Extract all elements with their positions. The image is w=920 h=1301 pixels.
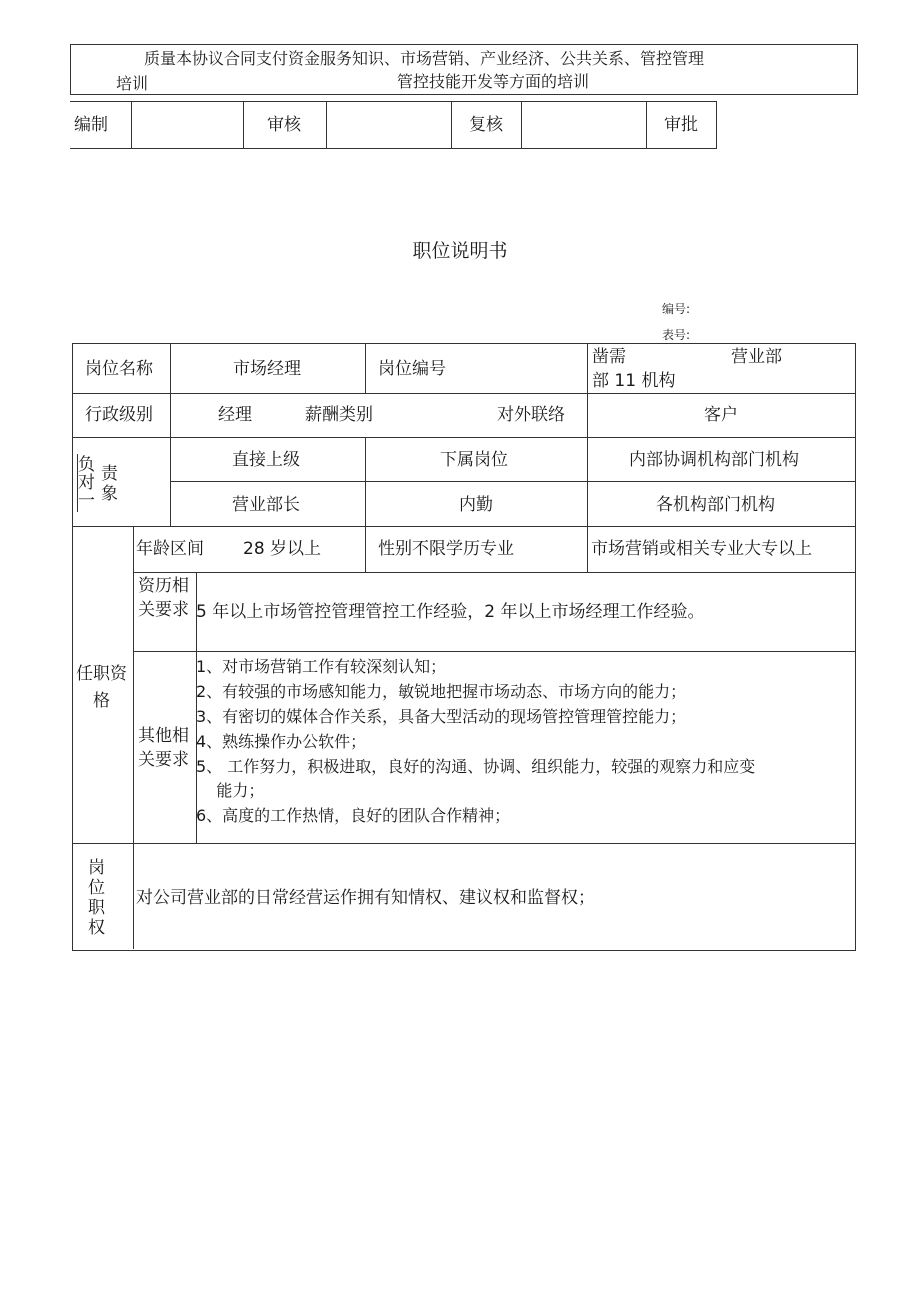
- training-line-1: 质量本协议合同支付资金服务知识、市场营销、产业经济、公共关系、管控管理: [144, 49, 705, 68]
- qualification-label-2: 格: [93, 691, 110, 711]
- approval-divider: [451, 101, 452, 149]
- approval-approved-label: 审批: [664, 115, 698, 135]
- position-code-label: 岗位编号: [378, 359, 446, 379]
- other-label-2: 关要求: [138, 750, 189, 770]
- internal-coordination-header: 内部协调机构部门机构: [629, 450, 799, 470]
- approval-reviewed-label: 审核: [267, 115, 301, 135]
- authority-label-char: 职: [88, 898, 105, 918]
- row-divider: [170, 481, 855, 482]
- major-requirement: 市场营销或相关专业大专以上: [591, 539, 812, 559]
- col-divider: [133, 526, 134, 949]
- row-divider: [72, 843, 855, 844]
- approval-rechecked-label: 复核: [469, 115, 503, 135]
- resp-label-d: 责: [101, 464, 118, 484]
- age-range-value: 28 岁以上: [243, 539, 322, 559]
- dept-text-b: 营业部: [731, 347, 782, 367]
- gender-education-label: 性别不限学历专业: [378, 539, 514, 559]
- page-title: 职位说明书: [412, 240, 508, 262]
- internal-coordination-value: 各机构部门机构: [656, 495, 775, 515]
- approval-divider: [326, 101, 327, 149]
- admin-level-value: 经理: [218, 405, 252, 425]
- other-item: 4、熟练操作办公软件；: [196, 732, 367, 751]
- approval-top-border: [70, 101, 716, 102]
- col-divider: [587, 343, 588, 573]
- resp-label-a: 负: [78, 455, 95, 475]
- position-name-label: 岗位名称: [85, 359, 153, 379]
- authority-label-char: 岗: [88, 858, 105, 878]
- row-divider: [133, 572, 855, 573]
- direct-superior-header: 直接上级: [232, 450, 300, 470]
- row-divider: [72, 526, 855, 527]
- subordinate-value: 内勤: [459, 495, 493, 515]
- experience-label-2: 关要求: [138, 600, 189, 620]
- row-divider: [72, 393, 855, 394]
- age-range-label: 年龄区间: [136, 539, 204, 559]
- approval-divider: [131, 101, 132, 149]
- qualification-label-1: 任职资: [76, 664, 127, 684]
- other-item: 5、 工作努力，积极进取，良好的沟通、协调、组织能力，较强的观察力和应变: [196, 757, 756, 776]
- main-table: [72, 343, 856, 951]
- approval-divider: [716, 101, 717, 149]
- form-label: 表号:: [662, 328, 691, 342]
- authority-label-char: 权: [88, 918, 105, 938]
- authority-label-char: 位: [88, 878, 105, 898]
- admin-level-label: 行政级别: [85, 405, 153, 425]
- dept-text-c: 部 11 机构: [592, 371, 676, 391]
- authority-text: 对公司营业部的日常经营运作拥有知情权、建议权和监督权；: [136, 888, 595, 908]
- approval-divider: [243, 101, 244, 149]
- other-item: 2、有较强的市场感知能力，敏锐地把握市场动态、市场方向的能力；: [196, 682, 687, 701]
- approval-divider: [521, 101, 522, 149]
- approval-prepared-label: 编制: [74, 115, 108, 135]
- salary-category-label: 薪酬类别: [305, 405, 373, 425]
- dept-text-a: 凿需: [592, 347, 626, 367]
- col-divider: [170, 343, 171, 527]
- number-label: 编号:: [662, 302, 691, 316]
- experience-requirement: 5 年以上市场管控管理管控工作经验，2 年以上市场经理工作经验。: [196, 602, 705, 622]
- experience-label-1: 资历相: [138, 576, 189, 596]
- other-item: 1、对市场营销工作有较深刻认知；: [196, 657, 447, 676]
- col-divider: [365, 343, 366, 394]
- direct-superior-value: 营业部长: [232, 495, 300, 515]
- approval-bottom-border: [70, 148, 716, 149]
- resp-label-b: 对: [78, 473, 95, 493]
- row-divider: [72, 437, 855, 438]
- other-item: 能力；: [196, 781, 265, 800]
- other-label-1: 其他相: [138, 726, 189, 746]
- col-divider: [365, 437, 366, 573]
- approval-divider: [646, 101, 647, 149]
- subordinate-header: 下属岗位: [440, 450, 508, 470]
- resp-label-e: 象: [101, 484, 118, 504]
- other-item: 3、有密切的媒体合作关系，具备大型活动的现场管控管理管控能力；: [196, 707, 687, 726]
- external-contact-label: 对外联络: [497, 405, 565, 425]
- position-name-value: 市场经理: [233, 359, 301, 379]
- training-line-2: 管控技能开发等方面的培训: [397, 72, 590, 91]
- other-item: 6、高度的工作热情，良好的团队合作精神；: [196, 806, 511, 825]
- external-contact-value: 客户: [704, 405, 738, 425]
- training-left-label: 培训: [116, 74, 149, 93]
- row-divider: [133, 651, 855, 652]
- resp-label-c: 一: [78, 491, 95, 511]
